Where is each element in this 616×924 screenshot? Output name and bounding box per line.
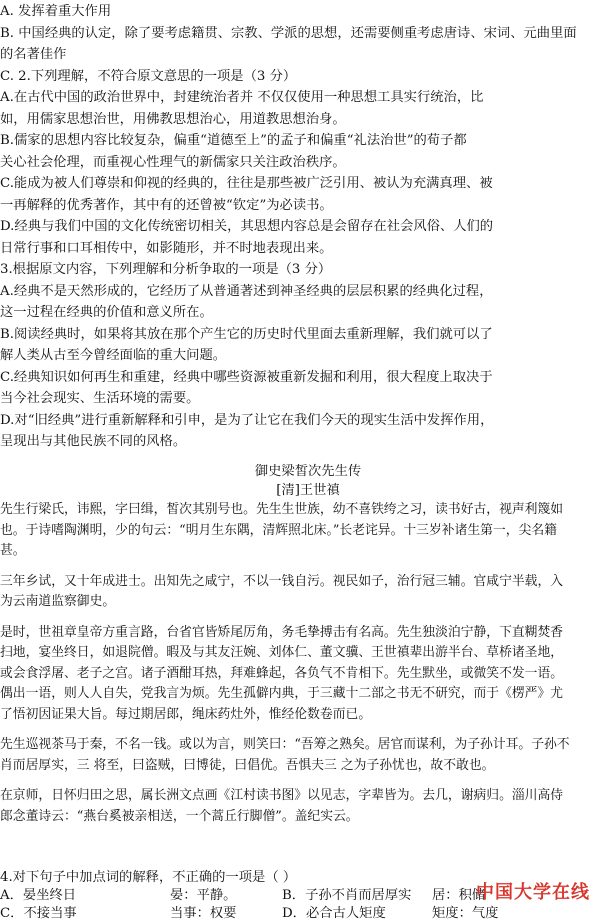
question-line: 3.根据原文内容，下列理解和分析争取的一项是（3 分） (0, 262, 332, 277)
question-line: A.经典不是天然形成的，它经历了从普通著述到神圣经典的层层积累的经典化过程， (0, 283, 493, 299)
question-line: D.经典与我们中国的文化传统密切相关，其思想内容总是会留存在社会风俗、人们的 (0, 219, 494, 234)
passage-line: 甚。 (0, 543, 26, 558)
question-line: A.在古代中国的政治世界中，封建统治者并 不仅仅使用一种思想工具实行统治，比 (0, 90, 484, 105)
passage-line: 三年乡试，又十年成进士。出知先之咸宁，不以一钱自污。视民如子，治行冠三辅。官咸宁半载，入 (0, 573, 564, 589)
question-line: 这一过程在经典的价值和意义所在。 (0, 305, 213, 320)
question-line: B. 中国经典的认定，除了要考虑籍贯、宗教、学派的思想，还需要侧重考虑唐诗、宋词、元曲里面 (0, 25, 577, 41)
q4-option-a-gloss: 晏：平静。 (170, 888, 237, 903)
question-line: C.能成为被人们尊崇和仰视的经典的，往往是那些被广泛引用、被认为充满真理、被 (0, 176, 493, 191)
watermark-logo: 中国大学在线 (476, 882, 590, 903)
q4-option-d: D．必合古人矩度 (282, 906, 386, 921)
passage-title: 御史梁皙次先生传 (254, 464, 362, 479)
passage-line: 也。于诗嗜陶渊明，少的句云：“明月生东隅，清辉照北床。”长老诧异。十三岁补诸生第一，尖名籍 (0, 522, 557, 538)
q4-option-d-gloss: 矩度：气度 (432, 906, 499, 921)
passage-line: 了悟初因证果大旨。每过期居郎，绳床药灶外，惟经伦数卷而已。 (0, 706, 372, 722)
q4-option-a (0, 886, 76, 906)
passage-line: 为云南道监察御史。 (0, 594, 116, 609)
question-line: C. 2.下列理解，不符合原文意思的一项是（3 分） (0, 68, 297, 84)
passage-line: 偶出一语，则人人自失，党我言为烦。先生孤僻内典，于三藏十二部之书无不研究，而于《楞严》尤 (0, 686, 564, 701)
question-line: 日常行事和口耳相传中，如影随形，并不时地表现出来。 (0, 240, 333, 256)
question-line: 如，用儒家思想治世，用佛教思想治心，用道教思想治身。 (0, 111, 346, 127)
question-line: C.经典知识如何再生和重建，经典中哪些资源被重新发掘和利用，很大程度上取决于 (0, 369, 493, 385)
question-line: B.阅读经典时，如果将其放在那个产生它的历史时代里面去重新理解，我们就可以了 (0, 326, 493, 342)
question-line: 关心社会伦理，而重视心性理气的新儒家只关注政治秩序。 (0, 154, 346, 170)
passage-author: [清]王世禛 (276, 483, 340, 498)
question-line: 一再解释的优秀著作，其中有的还曾被“钦定”为必读书。 (0, 197, 333, 213)
passage-line: 是时，世祖章皇帝方重言路，台省官皆矫尾厉角，务毛挚搏击有名高。先生独淡泊宁静，下直糊焚香 (0, 624, 564, 640)
passage-line: 或会食浮屠、老子之宫。诸子酒酣耳热，拜难蜂起，各负气不肯相下。先生默坐，或微笑不发一语。 (0, 665, 564, 681)
passage-line: 肖而居厚实，三 将至，曰盗贼，曰博徒，曰倡优。吾惧夫三 之为子孙忧也，故不敢也。 (0, 757, 495, 773)
question-line: D.对“旧经典”进行重新解释和引申，是为了让它在我们今天的现实生活中发挥作用， (0, 412, 494, 428)
question-line: 解人类从古至今曾经面临的重大问题。 (0, 348, 227, 363)
passage-line: 扫地，宴坐终日，如退院僧。暇及与其友汪婉、刘体仁、董文骥、王世禛辈出游半台、草桥诸圣地， (0, 645, 564, 660)
q4-option-b: B．子孙不肖而居厚实 (282, 888, 412, 903)
question-line: 呈现出与其他民族不同的风格。 (0, 434, 187, 449)
passage-line: 在京师，日怀归田之思，属长洲文点画《江村读书图》以见志，字辈皆为。去几，谢病归。淄川高侍 (0, 788, 564, 803)
q4-option-a-text: A．晏坐终日 (0, 888, 77, 903)
question-line: 当今社会现实、生活环境的需要。 (0, 391, 200, 406)
q4-stem: 4.对下句子中加点词的解释，不正确的一项是（ ） (0, 870, 297, 885)
passage-line: 郎念董诗云：“燕台奚被亲相送，一个蒿丘行脚僧”。盖纪实云。 (0, 808, 359, 824)
passage-line: 先生巡视茶马于秦，不名一钱。或以为言，则笑曰：“吾筹之熟矣。居官而谋利，为子孙计耳。子孙不 (0, 737, 570, 752)
q4-option-c: C．不接当事 (0, 906, 77, 921)
passage-line: 先生行梁氏，讳熙，字曰缉，皙次其别号也。先生生世族，幼不喜铁绔之习，读书好古，视声利篾如 (0, 502, 564, 517)
question-line: B.儒家的思想内容比较复杂，偏重“道德至上”的孟子和偏重“礼法治世”的荀子都 (0, 133, 467, 148)
q4-option-c-gloss: 当事：权要 (170, 906, 237, 921)
q4-option-b-gloss: 居：积储 (432, 888, 486, 903)
question-line: A. 发挥着重大作用 (0, 4, 112, 19)
question-line: 的名著佳作 (0, 47, 67, 62)
